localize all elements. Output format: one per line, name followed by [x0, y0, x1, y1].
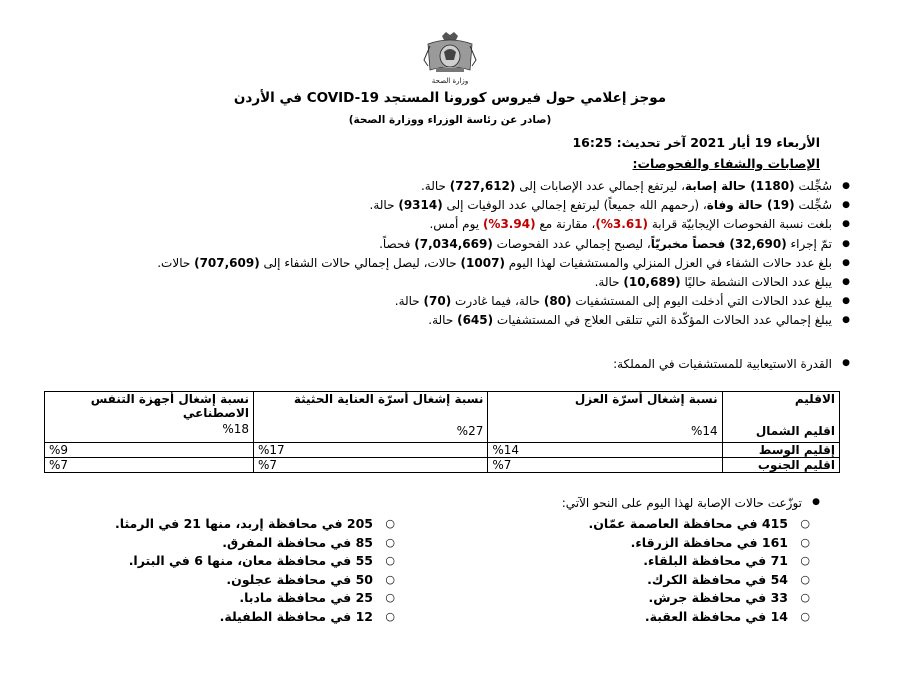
svg-text:وزارة الصحة: وزارة الصحة	[431, 77, 469, 85]
table-cell: %14	[488, 443, 722, 458]
list-item: ● سُجِّلت (19) حالة وفاة، (رحمهم الله جميعاً) ليرتفع إجمالي عدد الوفيات إلى (9314) حالة.	[65, 197, 850, 213]
list-item: ● يبلغ عدد الحالات النشطة حاليًا (10,689) حالة.	[65, 274, 850, 290]
distribution-list-right	[480, 515, 810, 627]
list-item: ○ 12 في محافظة الطفيلة.	[45, 608, 395, 627]
update-date-line: الأربعاء 19 أيار 2021 آخر تحديث: 16:25	[572, 135, 820, 150]
table-cell: %17	[254, 443, 488, 458]
table-cell: %27	[456, 424, 484, 438]
list-item: ○ 25 في محافظة مادبا.	[45, 589, 395, 608]
table-cell: إقليم الوسط	[722, 443, 839, 458]
section-heading: الإصابات والشفاء والفحوصات:	[632, 156, 820, 171]
list-item: ○ 85 في محافظة المفرق.	[45, 534, 395, 553]
distribution-heading: ● توزّعت حالات الإصابة لهذا اليوم على النحو الآتي:	[562, 496, 820, 510]
list-item: ○ 161 في محافظة الزرقاء.	[480, 534, 810, 553]
table-cell: %7	[488, 458, 722, 473]
list-item: ○ 33 في محافظة جرش.	[480, 589, 810, 608]
list-item: ● سُجِّلت (1180) حالة إصابة، ليرتفع إجمالي عدد الإصابات إلى (727,612) حالة.	[65, 178, 850, 194]
table-header-row	[45, 392, 840, 443]
list-item: ● بلغت نسبة الفحوصات الإيجابيّة قرابة (3.61%)، مقارنة مع (3.94%) يوم أمس.	[65, 216, 850, 232]
capacity-heading: ● القدرة الاستيعابية للمستشفيات في المملكة:	[613, 357, 850, 371]
hospital-capacity-table	[44, 391, 840, 473]
table-cell: اقليم الشمال	[755, 424, 835, 438]
list-item: ○ 415 في محافظة العاصمة عمّان.	[480, 515, 810, 534]
list-item: ● تمّ إجراء (32,690) فحصاً مخبريّاً، ليصبح إجمالي عدد الفحوصات (7,034,669) فحصاً.	[65, 236, 850, 252]
table-cell: نسبة إشغال أسرّة العناية الحثيثة %27	[254, 392, 488, 443]
statistics-list	[65, 178, 850, 332]
page-subtitle: (صادر عن رئاسة الوزراء ووزارة الصحة)	[348, 114, 552, 126]
list-item: ○ 14 في محافظة العقبة.	[480, 608, 810, 627]
table-cell: %18	[222, 422, 249, 436]
list-item: ○ 55 في محافظة معان، منها 6 في البترا.	[45, 552, 395, 571]
table-cell: الاقليم اقليم الشمال	[722, 392, 839, 443]
table-cell: نسبة إشغال أسرّة العزل %14	[488, 392, 722, 443]
table-cell: %7	[45, 458, 254, 473]
list-item: ● يبلغ عدد الحالات التي أدخلت اليوم إلى المستشفيات (80) حالة، فيما غادرت (70) حالة.	[65, 293, 850, 309]
distribution-list-left	[45, 515, 395, 627]
page-title: موجز إعلامي حول فيروس كورونا المستجد COVID-19 في الأردن	[233, 90, 667, 106]
list-item: ● يبلغ إجمالي عدد الحالات المؤكّدة التي تتلقى العلاج في المستشفيات (645) حالة.	[65, 312, 850, 328]
jordan-coat-of-arms-logo	[418, 30, 482, 90]
list-item: ○ 50 في محافظة عجلون.	[45, 571, 395, 590]
table-cell: %14	[690, 424, 718, 438]
table-cell: %9	[45, 443, 254, 458]
table-row	[45, 458, 840, 473]
table-cell: نسبة إشغال أجهزة التنفس الاصطناعي %18	[45, 392, 254, 443]
list-item: ○ 54 في محافظة الكرك.	[480, 571, 810, 590]
list-item: ○ 205 في محافظة إربد، منها 21 في الرمثا.	[45, 515, 395, 534]
table-row	[45, 443, 840, 458]
list-item: ● بلغ عدد حالات الشفاء في العزل المنزلي والمستشفيات لهذا اليوم (1007) حالات، ليصل إجمالي حالات الشفاء إلى (707,609) حالات.	[65, 255, 850, 271]
table-cell: %7	[254, 458, 488, 473]
list-item: ○ 71 في محافظة البلقاء.	[480, 552, 810, 571]
table-cell: اقليم الجنوب	[722, 458, 839, 473]
